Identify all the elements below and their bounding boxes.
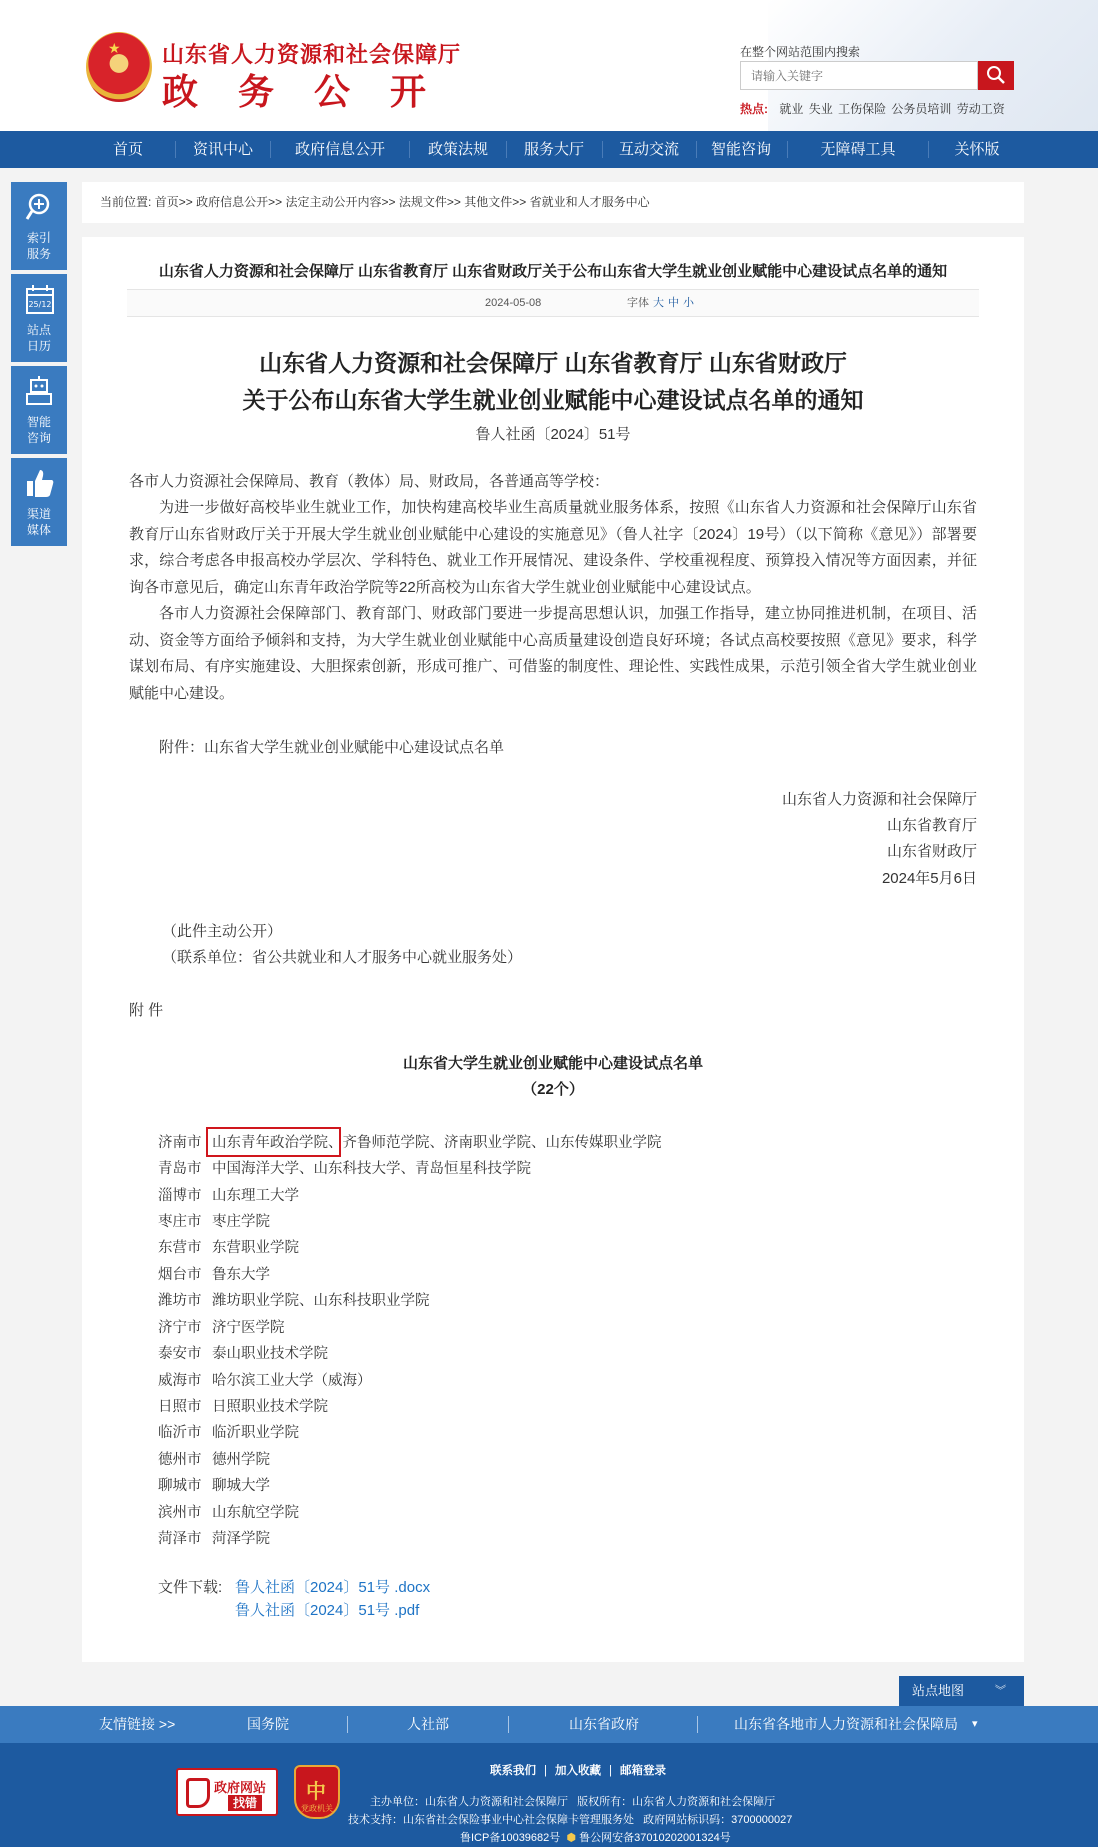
list-city: 青岛市 — [158, 1161, 202, 1177]
breadcrumb-item[interactable]: 法规文件 — [398, 195, 447, 209]
list-city: 日照市 — [158, 1399, 202, 1415]
thumbs-up-icon — [25, 468, 55, 500]
list-city: 潍坊市 — [158, 1293, 202, 1309]
national-emblem-icon: ★ — [86, 32, 152, 102]
side-label: 渠道 — [26, 507, 51, 521]
list-schools: 潍坊职业学院、山东科技职业学院 — [212, 1293, 430, 1309]
list-city: 菏泽市 — [158, 1531, 202, 1547]
publish-note: （此件主动公开） — [162, 923, 283, 940]
list-schools: 中国海洋大学、山东科技大学、青岛恒星科技学院 — [212, 1161, 531, 1177]
list-item — [158, 1395, 328, 1416]
party-gov-icon: 中 — [306, 1781, 326, 1803]
list-item — [158, 1527, 270, 1548]
search-icon — [986, 65, 1006, 85]
list-item — [158, 1289, 430, 1310]
list-item — [158, 1369, 372, 1390]
breadcrumb-sep: >> — [268, 195, 283, 209]
breadcrumb-item[interactable]: 法定主动公开内容 — [285, 195, 382, 209]
friend-link[interactable]: 人社部 — [407, 1716, 449, 1732]
svg-text:25/12: 25/12 — [28, 300, 52, 309]
attachment-line: 附件：山东省大学生就业创业赋能中心建设试点名单 — [159, 739, 505, 756]
article-headline: 山东省人力资源和社会保障厅 山东省教育厅 山东省财政厅关于公布山东省大学生就业创业赋能中心建设试点名单的通知 — [158, 263, 948, 280]
nav-accessibility[interactable]: 无障碍工具 — [820, 141, 896, 158]
nav-policy[interactable]: 政策法规 — [427, 141, 488, 158]
footer-link[interactable]: 联系我们 — [490, 1765, 536, 1777]
list-item — [158, 1501, 299, 1522]
footer-host: 主办单位：山东省人力资源和社会保障厅 — [370, 1796, 568, 1808]
breadcrumb-item[interactable]: 政府信息公开 — [196, 195, 269, 209]
footer-link[interactable]: 加入收藏 — [555, 1765, 601, 1777]
breadcrumb — [82, 182, 1024, 223]
list-item — [158, 1184, 299, 1205]
list-city: 东营市 — [158, 1240, 202, 1256]
breadcrumb-item[interactable]: 其他文件 — [464, 195, 513, 209]
highlight-box — [206, 1127, 341, 1157]
list-title: 山东省大学生就业创业赋能中心建设试点名单 — [402, 1055, 703, 1072]
chevron-down-icon[interactable]: ▾ — [972, 1718, 978, 1730]
search-icon — [25, 192, 53, 224]
list-city: 泰安市 — [158, 1346, 202, 1362]
nav-service-hall[interactable]: 服务大厅 — [523, 141, 584, 158]
nav-care-mode[interactable]: 关怀版 — [954, 141, 1000, 158]
footer-copyright: 版权所有：山东省人力资源和社会保障厅 — [577, 1796, 776, 1808]
signature-org: 山东省人力资源和社会保障厅 — [781, 791, 977, 808]
list-schools: 泰山职业技术学院 — [212, 1346, 328, 1362]
font-label: 字体 — [627, 297, 649, 309]
footer-divider: | — [544, 1765, 547, 1777]
article — [82, 237, 1024, 1662]
nav-divider — [175, 141, 176, 158]
side-index-service[interactable] — [11, 182, 67, 270]
list-schools: 临沂职业学院 — [212, 1425, 299, 1441]
side-label: 智能 — [26, 415, 51, 429]
list-schools: 聊城大学 — [212, 1478, 270, 1494]
list-item — [158, 1448, 270, 1469]
nav-divider — [409, 141, 410, 158]
font-large-link[interactable]: 大 — [653, 297, 664, 309]
list-item — [158, 1316, 285, 1337]
list-item — [158, 1236, 299, 1257]
breadcrumb-sep: >> — [381, 195, 396, 209]
list-item — [158, 1342, 328, 1363]
contact-note: （联系单位：省公共就业和人才服务中心就业服务处） — [162, 949, 523, 966]
side-site-calendar[interactable] — [11, 274, 67, 362]
list-schools: 鲁东大学 — [212, 1267, 270, 1283]
list-city: 枣庄市 — [158, 1214, 202, 1230]
badge-text: 政府网站 — [214, 1780, 267, 1795]
breadcrumb-prefix: 当前位置: — [100, 195, 152, 209]
list-city: 烟台市 — [158, 1267, 202, 1283]
side-label: 站点 — [26, 323, 51, 337]
nav-divider — [787, 141, 788, 158]
friend-link[interactable]: 山东省各地市人力资源和社会保障局 — [734, 1716, 958, 1732]
list-city: 淄博市 — [158, 1188, 202, 1204]
list-item — [158, 1157, 531, 1178]
doc-title-line2: 关于公布山东省大学生就业创业赋能中心建设试点名单的通知 — [242, 387, 864, 413]
publish-date: 2024-05-08 — [485, 297, 542, 309]
police-badge-icon: ⬢ — [566, 1832, 577, 1844]
side-label: 索引 — [26, 231, 51, 245]
breadcrumb-item[interactable]: 首页 — [154, 195, 179, 209]
nav-news[interactable]: 资讯中心 — [192, 141, 253, 158]
list-city: 济南市 — [158, 1135, 202, 1151]
breadcrumb-sep: >> — [446, 195, 461, 209]
hot-item[interactable]: 就业 — [779, 102, 804, 116]
nav-smart-consult[interactable]: 智能咨询 — [710, 141, 771, 158]
download-pdf-link[interactable]: 鲁人社函〔2024〕51号 .pdf — [235, 1602, 420, 1619]
site-org-name: 山东省人力资源和社会保障厅 — [162, 43, 462, 68]
list-city: 临沂市 — [158, 1425, 202, 1441]
nav-interaction[interactable]: 互动交流 — [618, 141, 679, 158]
friend-link[interactable]: 国务院 — [247, 1716, 289, 1732]
article-meta — [127, 289, 979, 317]
appendix-label: 附 件 — [129, 1002, 164, 1019]
list-schools: 菏泽学院 — [212, 1531, 270, 1547]
list-schools: 山东航空学院 — [212, 1505, 299, 1521]
nav-gov-info[interactable]: 政府信息公开 — [294, 141, 385, 158]
footer-info — [370, 1793, 775, 1809]
hot-item[interactable]: 工伤保险 — [838, 102, 887, 116]
hot-item[interactable]: 公务员培训 — [891, 102, 952, 116]
list-city: 聊城市 — [158, 1478, 202, 1494]
side-label: 媒体 — [26, 523, 51, 537]
font-medium-link[interactable]: 中 — [668, 297, 679, 309]
side-label: 咨询 — [26, 431, 51, 445]
links-divider — [347, 1716, 348, 1733]
search-button[interactable] — [978, 61, 1014, 90]
download-label: 文件下载: — [158, 1579, 223, 1596]
font-size-control — [627, 290, 694, 316]
side-label: 日历 — [26, 339, 51, 353]
side-toolbar — [11, 182, 67, 550]
site-header — [0, 0, 1098, 131]
nav-home[interactable]: 首页 — [112, 141, 143, 158]
side-label: 服务 — [26, 247, 51, 261]
signature-org: 山东省教育厅 — [886, 817, 977, 834]
sitemap-button[interactable] — [899, 1676, 1024, 1706]
main-nav — [0, 131, 1098, 168]
breadcrumb-sep: >> — [178, 195, 193, 209]
list-schools: 山东青年政治学院、齐鲁师范学院、济南职业学院、山东传媒职业学院 — [212, 1135, 662, 1151]
list-item — [158, 1421, 299, 1442]
list-schools: 济宁医学院 — [212, 1320, 285, 1336]
robot-icon — [25, 376, 53, 408]
friend-links-bar — [0, 1706, 1098, 1743]
footer-icp[interactable]: 鲁ICP备10039682号 — [460, 1832, 561, 1844]
chevron-down-icon: ︾ — [995, 1685, 1006, 1697]
links-divider — [508, 1716, 509, 1733]
list-city: 德州市 — [158, 1452, 202, 1468]
nav-divider — [602, 141, 603, 158]
search-input[interactable] — [741, 62, 977, 89]
footer-info — [460, 1829, 731, 1845]
site-footer — [0, 1743, 1098, 1847]
breadcrumb-item[interactable]: 省就业和人才服务中心 — [529, 195, 650, 209]
nav-divider — [928, 141, 929, 158]
list-schools: 山东理工大学 — [212, 1188, 299, 1204]
footer-site-id: 政府网站标识码：3700000027 — [643, 1814, 793, 1826]
gov-site-error-report-badge[interactable] — [176, 1768, 278, 1816]
download-docx-link[interactable]: 鲁人社函〔2024〕51号 .docx — [235, 1579, 431, 1596]
friend-link[interactable]: 山东省政府 — [569, 1716, 639, 1732]
hot-item[interactable]: 失业 — [808, 102, 833, 116]
signature-date: 2024年5月6日 — [881, 870, 977, 887]
footer-info — [348, 1811, 792, 1827]
list-item — [158, 1210, 270, 1231]
signature-org: 山东省财政厅 — [886, 843, 977, 860]
gov-site-logo-icon — [186, 1778, 210, 1808]
side-smart-consult[interactable] — [11, 366, 67, 454]
paragraph: 各市人力资源社会保障部门、教育部门、财政部门要进一步提高思想认识，加强工作指导，建立协同推进机制，在项目、活动、资金等方面给予倾斜和支持，为大学生就业创业赋能中心高质量建设创造良好环境；各试点高校要按照《意见》要求，科学谋划布局、有序实施建设、大胆探索创新，形成可推广、可借鉴的制度性、理论性、实践性成果，示范引领全省大学生就业创业赋能中心建设。 — [129, 605, 977, 702]
list-city: 威海市 — [158, 1373, 202, 1389]
friend-links-label: 友情链接 >> — [99, 1716, 176, 1732]
list-count: （22个） — [522, 1081, 584, 1098]
hot-item[interactable]: 劳动工资 — [956, 102, 1005, 116]
font-small-link[interactable]: 小 — [683, 297, 694, 309]
nav-divider — [270, 141, 271, 158]
footer-police[interactable]: 鲁公网安备37010202001324号 — [579, 1832, 731, 1844]
list-schools: 德州学院 — [212, 1452, 270, 1468]
hot-label: 热点: — [740, 102, 768, 116]
calendar-icon — [25, 284, 55, 316]
list-city: 济宁市 — [158, 1320, 202, 1336]
list-item — [158, 1474, 270, 1495]
footer-divider: | — [609, 1765, 612, 1777]
badge-text: 党政机关 — [301, 1804, 333, 1813]
list-item — [158, 1263, 270, 1284]
list-schools: 东营职业学院 — [212, 1240, 299, 1256]
side-channel-media[interactable] — [11, 458, 67, 546]
doc-number: 鲁人社函〔2024〕51号 — [475, 426, 631, 443]
main-content — [82, 182, 1024, 1662]
list-schools: 日照职业技术学院 — [212, 1399, 328, 1415]
footer-links — [490, 1762, 666, 1778]
party-gov-badge[interactable] — [294, 1765, 340, 1819]
search-box — [740, 61, 978, 90]
footer-tech: 技术支持：山东省社会保险事业中心社会保障卡管理服务处 — [348, 1814, 634, 1826]
sitemap-label: 站点地图 — [912, 1683, 965, 1698]
nav-divider — [506, 141, 507, 158]
list-city: 滨州市 — [158, 1505, 202, 1521]
list-schools: 枣庄学院 — [212, 1214, 270, 1230]
footer-link[interactable]: 邮箱登录 — [620, 1765, 666, 1777]
list-schools: 哈尔滨工业大学（威海） — [212, 1373, 372, 1389]
doc-title-line1: 山东省人力资源和社会保障厅 山东省教育厅 山东省财政厅 — [259, 350, 847, 376]
site-section-name: 政务公开 — [162, 72, 467, 113]
hot-keywords — [740, 100, 1007, 117]
search-hint: 在整个网站范围内搜索 — [740, 45, 861, 59]
salutation: 各市人力资源社会保障局、教育（教体）局、财政局，各普通高等学校： — [129, 473, 610, 490]
paragraph: 为进一步做好高校毕业生就业工作，加快构建高校毕业生高质量就业服务体系，按照《山东省人力资源和社会保障厅山东省教育厅山东省财政厅关于开展大学生就业创业赋能中心建设的实施意见》（鲁人社字〔2024〕19号）（以下简称《意见》）部署要求，综合考虑各申报高校办学层次、学科特色、就业工作开展情况、建设条件、学校重视程度、预算投入情况等方面因素，并征询各市意见后，确定山东青年政治学院等22所高校为山东省大学生就业创业赋能中心建设试点。 — [129, 499, 977, 596]
badge-text: 找错 — [228, 1795, 262, 1811]
nav-divider — [696, 141, 697, 158]
breadcrumb-sep: >> — [512, 195, 527, 209]
links-divider — [697, 1716, 698, 1733]
